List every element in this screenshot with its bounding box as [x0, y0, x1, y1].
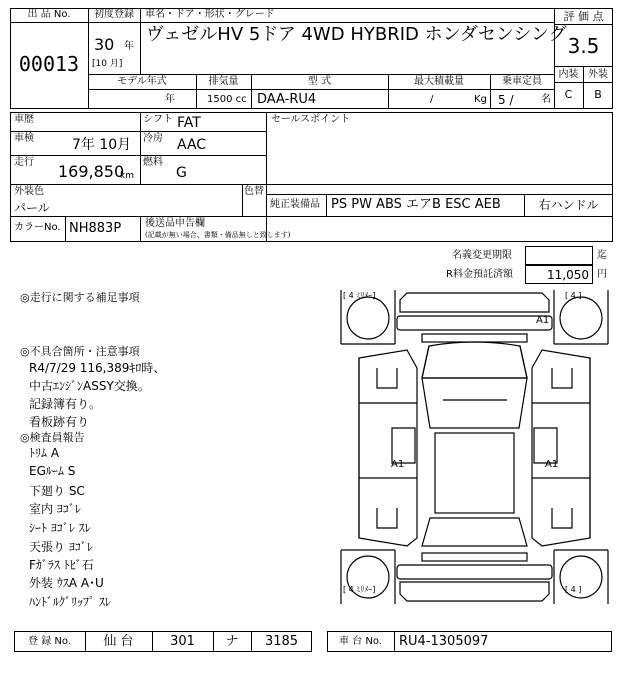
color-no-label: カラーNo. [14, 222, 61, 233]
reg-class: 301 [170, 634, 195, 649]
steering-value: 右ハンドル [538, 198, 599, 212]
first-reg-year-unit: 年 [124, 41, 134, 52]
model-year-label: モデル年式 [117, 76, 167, 87]
inspector-line: 下廻り SC [29, 484, 85, 498]
equipment-value: PS PW ABS エアB ESC AEB [331, 197, 501, 212]
damage-mark-left: A1 [391, 459, 405, 470]
shift-label: シフト [143, 114, 173, 125]
inspection-value: 7年 10月 [72, 137, 132, 153]
reg-kana: ナ [225, 634, 239, 649]
inspector-line: ﾄﾘﾑ A [29, 446, 60, 460]
ac-value: AAC [177, 137, 207, 153]
defect-line: 看板跡有り [29, 415, 90, 429]
first-reg-month: [10 月] [92, 59, 123, 69]
inspection-label: 車検 [14, 133, 34, 144]
first-reg-year: 30 [94, 35, 115, 54]
defects-title: ◎不具合箇所・注意事項 [20, 345, 140, 358]
history-label: 車歴 [14, 114, 34, 125]
tire-tread-rear-right: [ 4 ] [565, 585, 582, 594]
ac-label: 冷房 [143, 133, 163, 144]
inspector-line: ﾊﾝﾄﾞﾙｸﾞﾘｯﾌﾟ ｽﾚ [29, 595, 111, 609]
capacity-value: 5 / [498, 93, 514, 107]
sales-point-label: セールスポイント [271, 114, 351, 125]
max-load-slash: / [430, 94, 434, 105]
capacity-unit: 名 [541, 94, 551, 105]
car-name: ヴェゼルHV 5ドア 4WD HYBRID ホンダセンシング [146, 24, 567, 45]
score-value: 3.5 [567, 34, 600, 58]
damage-mark-front: A1 [536, 315, 550, 326]
fuel-label: 燃料 [143, 157, 163, 168]
interior-label: 内装 [558, 69, 579, 80]
inspector-line: EGﾙｰﾑ S [29, 464, 76, 478]
mileage-unit: km [120, 171, 134, 181]
displacement-value: 1500 cc [207, 94, 247, 105]
ext-color-value: パール [14, 201, 50, 215]
exterior-grade: B [594, 88, 602, 101]
max-load-label: 最大積載量 [414, 76, 464, 87]
running-notes-title: ◎走行に関する補足事項 [20, 291, 140, 304]
equipment-label: 純正装備品 [270, 199, 320, 210]
color-no-value: NH883P [69, 221, 122, 236]
reg-number: 3185 [264, 634, 299, 649]
exterior-label: 外装 [588, 69, 608, 80]
inspector-line: 天張り ﾖｺﾞﾚ [29, 540, 93, 554]
recycle-unit: 円 [597, 269, 607, 280]
mileage-value: 169,850 [58, 162, 125, 181]
model-year-unit: 年 [165, 94, 175, 105]
type-value: DAA-RU4 [257, 92, 317, 107]
aftermarket-note: (記載が無い場合、書類・備品無しと致します) [145, 231, 291, 239]
tire-tread-front-right: [ 4 ] [565, 291, 582, 300]
lot-number: 00013 [18, 52, 80, 76]
deadline-box [525, 246, 593, 265]
defect-line: 記録簿有り。 [29, 397, 102, 411]
recycle-label: R料金預託済額 [446, 269, 513, 280]
car-name-label: 車名・ドア・形状・グレード [145, 9, 275, 20]
damage-mark-right: A1 [545, 459, 559, 470]
fuel-value: G [176, 165, 187, 181]
defect-line: 中古ｴﾝｼﾞﾝASSY交換。 [29, 379, 150, 393]
inspector-title: ◎検査員報告 [20, 431, 85, 444]
inspector-line: 外装 ｳｽA A･U [29, 576, 104, 590]
tire-tread-front-left: [ 4 ﾐﾘﾒｰ] [343, 291, 376, 300]
inspector-line: 室内 ﾖｺﾞﾚ [29, 502, 81, 516]
deadline-unit: 迄 [597, 250, 607, 261]
interior-grade: C [564, 88, 573, 101]
chassis-no-value: RU4-1305097 [399, 634, 489, 649]
shift-value: FAT [177, 115, 201, 131]
capacity-label: 乗車定員 [502, 76, 542, 87]
score-label: 評 価 点 [563, 10, 604, 23]
aftermarket-label: 後送品申告欄 [145, 218, 205, 229]
mileage-label: 走行 [14, 157, 34, 168]
defect-line: R4/7/29 116,389ｷﾛ時、 [29, 361, 166, 375]
chassis-no-label: 車 台 No. [339, 636, 382, 647]
reg-no-label: 登 録 No. [28, 636, 71, 647]
inspector-line: ｼｰﾄ ﾖｺﾞﾚ ｽﾚ [29, 521, 91, 535]
car-damage-diagram [337, 288, 612, 606]
type-label: 型 式 [307, 76, 332, 87]
deadline-label: 名義変更期限 [452, 250, 512, 261]
tire-tread-rear-left: [ 4 ﾐﾘﾒｰ] [343, 585, 376, 594]
displacement-label: 排気量 [208, 76, 239, 87]
reg-area: 仙 台 [103, 634, 134, 649]
inspector-line: Fｶﾞﾗｽ ﾄﾋﾞ石 [29, 558, 94, 572]
lot-label: 出 品 No. [27, 9, 71, 20]
recycle-amount: 11,050 [547, 268, 589, 282]
recolor-label: 色替 [244, 186, 264, 197]
first-reg-label: 初度登録 [94, 9, 134, 20]
max-load-unit: Kg [474, 94, 487, 105]
ext-color-label: 外装色 [14, 186, 44, 197]
